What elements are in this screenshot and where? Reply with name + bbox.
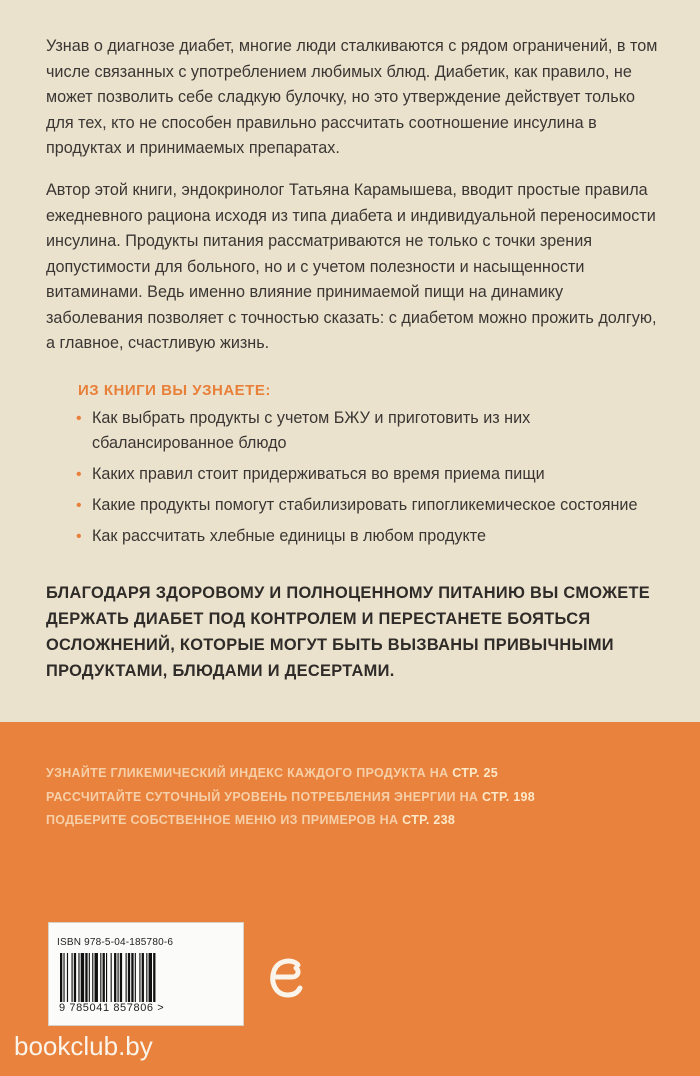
barcode-bar bbox=[139, 953, 140, 1009]
barcode-bar bbox=[78, 953, 79, 1009]
barcode-bar bbox=[100, 953, 101, 1009]
isbn-label: ISBN 978-5-04-185780-6 bbox=[57, 937, 174, 948]
list-item bbox=[76, 524, 666, 549]
page-ref-item bbox=[46, 809, 666, 833]
barcode-box bbox=[48, 922, 244, 1026]
description-paragraph-2: Автор этой книги, эндокринолог Татьяна Карамышева, вводит простые правила ежедневного рациона исходя из типа диабета и индивидуальной переносимости инсулина. Продукты питания рассматриваются не только с точки зрения допустимости для больного, но и с учетом полезности и насыщенности витаминами. Ведь именно влияние принимаемой пищи на динамику заболевания позволяет с точностью сказать: с диабетом можно прожить долгую, а главное, счастливую жизнь. bbox=[46, 181, 657, 352]
bullet-icon: • bbox=[76, 466, 82, 483]
list-item bbox=[76, 493, 666, 518]
barcode-bar bbox=[128, 953, 130, 1009]
page-ref-number: СТР. 25 bbox=[452, 766, 498, 780]
list-item-text: Как выбрать продукты с учетом БЖУ и приготовить из них сбалансированное блюдо bbox=[92, 409, 531, 452]
barcode-bar bbox=[85, 953, 87, 1009]
barcode-bar bbox=[89, 953, 90, 1009]
barcode-icon bbox=[59, 953, 235, 1009]
barcode-bar bbox=[131, 953, 133, 1009]
bullet-icon: • bbox=[76, 497, 82, 514]
page-ref-number: СТР. 238 bbox=[402, 813, 456, 827]
barcode-bar bbox=[142, 953, 144, 1009]
list-item bbox=[76, 462, 666, 487]
watermark: bookclub.by bbox=[14, 1031, 153, 1061]
barcode-digits: 9 785041 857806 > bbox=[59, 1002, 165, 1014]
barcode-bar bbox=[60, 953, 62, 1009]
barcode-bar bbox=[67, 953, 68, 1009]
page-ref-item bbox=[46, 786, 666, 810]
barcode-bar bbox=[95, 953, 98, 1009]
barcode-bar bbox=[111, 953, 112, 1009]
page-ref-text: ПОДБЕРИТЕ СОБСТВЕННОЕ МЕНЮ ИЗ ПРИМЕРОВ НА bbox=[46, 813, 399, 827]
barcode-bar bbox=[72, 953, 73, 1009]
barcode-bar bbox=[118, 953, 119, 1009]
bullet-icon: • bbox=[76, 410, 82, 427]
barcode-bar bbox=[103, 953, 105, 1009]
barcode-bar bbox=[63, 953, 64, 1009]
barcode-bar bbox=[135, 953, 136, 1009]
barcode-bar bbox=[153, 953, 155, 1009]
page-references bbox=[46, 762, 666, 833]
eksmo-logo-icon bbox=[268, 955, 306, 1001]
barcode-bar bbox=[126, 953, 127, 1009]
barcode-bar bbox=[120, 953, 122, 1009]
learn-title: ИЗ КНИГИ ВЫ УЗНАЕТЕ: bbox=[78, 382, 271, 399]
barcode-bar bbox=[149, 953, 152, 1009]
page-ref-item bbox=[46, 762, 666, 786]
page-ref-number: СТР. 198 bbox=[482, 789, 536, 804]
barcode-bar bbox=[106, 953, 107, 1009]
barcode-bar bbox=[114, 953, 116, 1009]
list-item-text: Каких правил стоит придерживаться во время приема пищи bbox=[92, 465, 545, 483]
list-item-text: Как рассчитать хлебные единицы в любом продукте bbox=[92, 527, 486, 545]
barcode-bar bbox=[74, 953, 76, 1009]
description-paragraph-1: Узнав о диагнозе диабет, многие люди сталкиваются с рядом ограничений, в том числе связанных с употреблением любимых блюд. Диабетик, как правило, не может позволить себе сладкую булочку, но это утверждение действует только для тех, кто не способен правильно рассчитать соотношение инсулина в продуктах и принимаемых препаратах. bbox=[46, 37, 658, 157]
barcode-bar bbox=[146, 953, 147, 1009]
barcode-bar bbox=[92, 953, 93, 1009]
bullet-icon: • bbox=[76, 528, 82, 545]
learn-list bbox=[76, 406, 666, 555]
barcode-bar bbox=[81, 953, 84, 1009]
page-ref-text: УЗНАЙТЕ ГЛИКЕМИЧЕСКИЙ ИНДЕКС КАЖДОГО ПРОДУКТА НА bbox=[46, 766, 449, 780]
list-item bbox=[76, 406, 666, 456]
page-ref-text: РАССЧИТАЙТЕ СУТОЧНЫЙ УРОВЕНЬ ПОТРЕБЛЕНИЯ ЭНЕРГИИ НА bbox=[46, 789, 479, 804]
list-item-text: Какие продукты помогут стабилизировать гипогликемическое состояние bbox=[92, 496, 638, 514]
summary-paragraph: БЛАГОДАРЯ ЗДОРОВОМУ И ПОЛНОЦЕННОМУ ПИТАНИЮ ВЫ СМОЖЕТЕ ДЕРЖАТЬ ДИАБЕТ ПОД КОНТРОЛЕМ И ПЕРЕСТАНЕТЕ БОЯТЬСЯ ОСЛОЖНЕНИЙ, КОТОРЫЕ МОГУТ БЫТЬ ВЫЗВАНЫ ПРИВЫЧНЫМИ ПРОДУКТАМИ, БЛЮДАМИ И ДЕСЕРТАМИ. bbox=[46, 584, 650, 680]
